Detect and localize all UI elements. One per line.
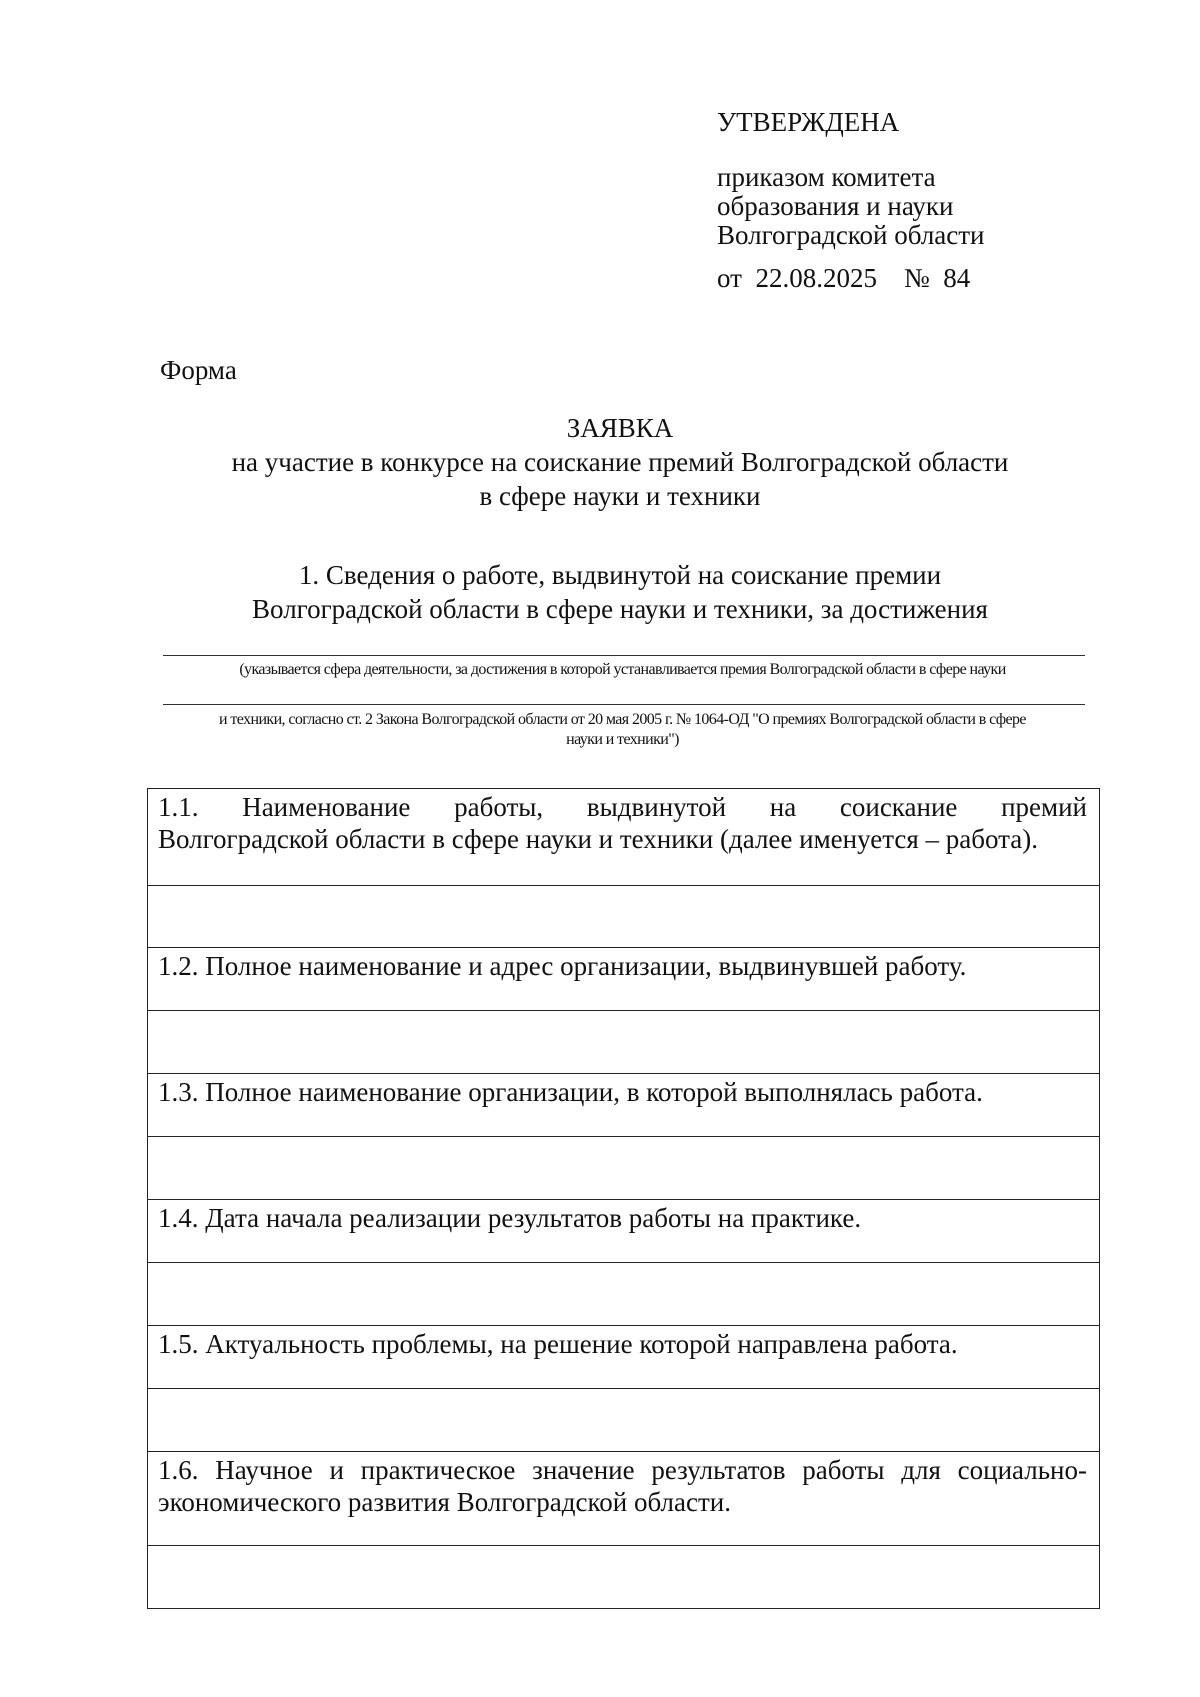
field-label: [148, 1452, 1100, 1546]
table-row: [148, 1389, 1100, 1452]
approval-order-line: Волгоградской области: [717, 220, 985, 250]
section-heading: [130, 558, 1110, 626]
table-row: [148, 886, 1100, 948]
field-value-cell[interactable]: [148, 1137, 1100, 1200]
field-label-text: Волгоградской области в сфере науки и техники (далее именуется – работа).: [158, 824, 1038, 854]
field-value-cell[interactable]: [148, 1546, 1100, 1609]
field-label: [148, 789, 1100, 886]
fill-in-line[interactable]: [163, 655, 1085, 656]
application-fields-table: [147, 788, 1100, 1609]
title-line: в сфере науки и техники: [479, 481, 761, 511]
section-heading-line: 1. Сведения о работе, выдвинутой на соискание премии: [298, 560, 942, 590]
field-label-text: 1.1. Наименование работы, выдвинутой на соискание премий: [158, 792, 1087, 822]
hint-text: и техники, согласно ст. 2 Закона Волгоградской области от 20 мая 2005 г. № 1064-ОД "О премиях Волгоградской области в сфере: [219, 711, 1026, 728]
field-value-cell[interactable]: [148, 1389, 1100, 1452]
application-title: [130, 411, 1110, 513]
table-row: [148, 948, 1100, 1011]
form-label: Форма: [160, 355, 237, 385]
title-line: на участие в конкурсе на соискание премий Волгоградской области: [231, 447, 1009, 477]
table-row: [148, 1546, 1100, 1609]
table-row: [148, 1326, 1100, 1389]
table-row: [148, 1263, 1100, 1326]
table-row: [148, 1452, 1100, 1546]
title-heading: ЗАЯВКА: [566, 413, 674, 443]
approved-heading: УТВЕРЖДЕНА: [717, 107, 900, 137]
field-label-text: экономического развития Волгоградской области.: [158, 1487, 731, 1517]
table-row: [148, 1011, 1100, 1074]
field-label-text: 1.6. Научное и практическое значение результатов работы для социально-: [158, 1455, 1087, 1485]
field-value-cell[interactable]: [148, 1011, 1100, 1074]
table-row: [148, 1137, 1100, 1200]
table-row: [148, 1200, 1100, 1263]
approval-order-line: приказом комитета: [717, 162, 936, 192]
field-label: 1.3. Полное наименование организации, в которой выполнялась работа.: [148, 1074, 1100, 1137]
table-row: [148, 1074, 1100, 1137]
approval-order-number: от 22.08.2025 № 84: [717, 263, 971, 293]
field-label: 1.2. Полное наименование и адрес организации, выдвинувшей работу.: [148, 948, 1100, 1011]
approval-stamp: [717, 108, 985, 293]
section-heading-line: Волгоградской области в сфере науки и техники, за достижения: [252, 594, 988, 624]
hint-text: (указывается сфера деятельности, за достижения в которой устанавливается премия Волгоградской области в сфере науки: [239, 661, 1006, 678]
field-value-cell[interactable]: [148, 1263, 1100, 1326]
field-label: 1.5. Актуальность проблемы, на решение которой направлена работа.: [148, 1326, 1100, 1389]
hint-text: науки и техники"): [566, 731, 679, 748]
fill-in-line[interactable]: [163, 704, 1085, 705]
field-value-cell[interactable]: [148, 886, 1100, 948]
field-label: 1.4. Дата начала реализации результатов работы на практике.: [148, 1200, 1100, 1263]
table-row: [148, 789, 1100, 886]
approval-order-line: образования и науки: [717, 191, 954, 221]
